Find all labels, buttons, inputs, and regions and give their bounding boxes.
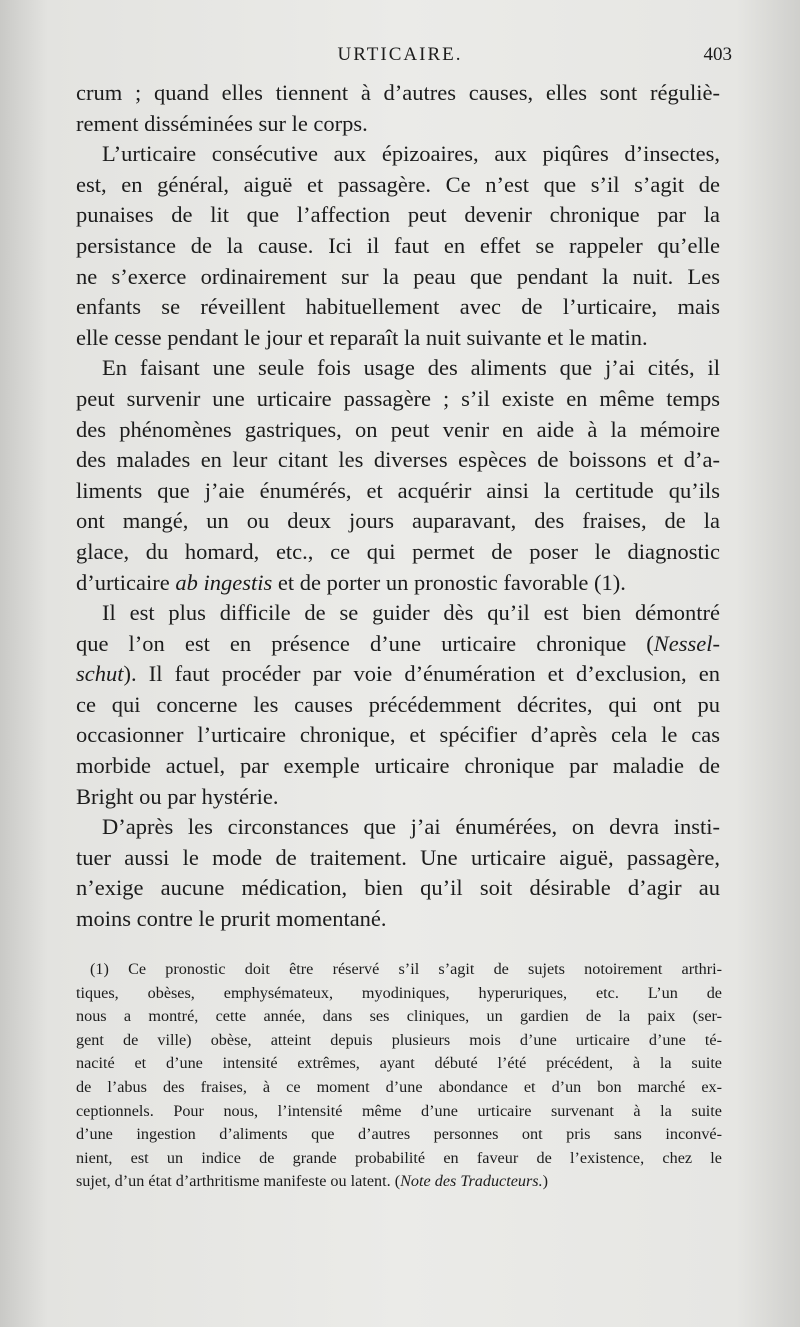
text-line bbox=[76, 629, 720, 660]
footnote-line: nous a montré, cette année, dans ses cliniques, un gardien de la paix (ser- bbox=[76, 1007, 722, 1026]
text-line: morbide actuel, par exemple urticaire chronique par maladie de bbox=[76, 753, 720, 779]
italic-term: ab ingestis bbox=[175, 569, 273, 595]
footnote-line: de l’abus des fraises, à ce moment d’une abondance et d’un bon marché ex- bbox=[76, 1077, 722, 1096]
paragraph-first-line: En faisant une seule fois usage des aliments que j’ai cités, il bbox=[102, 355, 720, 381]
footnote-line: nacité et d’une intensité extrêmes, ayant débuté l’été précédent, à la suite bbox=[76, 1054, 722, 1073]
text-line: glace, du homard, etc., ce qui permet de poser le diagnostic bbox=[76, 538, 720, 564]
text-segment: et de porter un pronostic favorable (1). bbox=[272, 569, 626, 595]
text-line bbox=[76, 659, 720, 690]
footnote-line: ceptionnels. Pour nous, l’intensité même d’une urticaire survenant à la suite bbox=[76, 1101, 722, 1120]
text-segment: sujet, d’un état d’arthritisme manifeste ou latent. ( bbox=[76, 1172, 401, 1191]
footnote-line: tiques, obèses, emphysémateux, myodiniques, hyperuriques, etc. L’un de bbox=[76, 983, 722, 1002]
footnote-line: (1) Ce pronostic doit être réservé s’il s’agit de sujets notoirement arthri- bbox=[90, 960, 722, 978]
text-line: Bright ou par hystérie. bbox=[76, 783, 279, 809]
footnote-line: gent de ville) obèse, atteint depuis plusieurs mois d’une urticaire d’une té- bbox=[76, 1030, 722, 1049]
text-line: occasionner l’urticaire chronique, et spécifier d’après cela le cas bbox=[76, 722, 720, 748]
text-line: peut survenir une urticaire passagère ; s’il existe en même temps bbox=[76, 385, 720, 411]
running-title: URTICAIRE. bbox=[337, 44, 463, 65]
text-line: punaises de lit que l’affection peut devenir chronique par la bbox=[76, 202, 720, 228]
body-text bbox=[76, 78, 720, 935]
text-segment: que l’on est en présence d’une urticaire chronique ( bbox=[76, 630, 654, 656]
footnote bbox=[76, 958, 722, 1194]
text-line: des malades en leur citant les diverses espèces de boissons et d’a- bbox=[76, 447, 720, 473]
text-segment: d’urticaire bbox=[76, 569, 176, 595]
text-line: des phénomènes gastriques, on peut venir en aide à la mémoire bbox=[76, 416, 720, 442]
paragraph-first-line: L’urticaire consécutive aux épizoaires, aux piqûres d’insectes, bbox=[102, 141, 720, 167]
italic-term: Nessel- bbox=[653, 630, 720, 656]
text-line: elle cesse pendant le jour et reparaît la nuit suivante et le matin. bbox=[76, 324, 648, 350]
text-line: ne s’exerce ordinairement sur la peau que pendant la nuit. Les bbox=[76, 263, 720, 289]
text-line: persistance de la cause. Ici il faut en effet se rappeler qu’elle bbox=[76, 232, 720, 258]
text-line: n’exige aucune médication, bien qu’il soit désirable d’agir au bbox=[76, 875, 720, 901]
text-line: enfants se réveillent habituellement avec de l’urticaire, mais bbox=[76, 294, 720, 320]
footnote-line bbox=[76, 1170, 722, 1194]
text-line: est, en général, aiguë et passagère. Ce n’est que s’il s’agit de bbox=[76, 171, 720, 197]
text-segment: ). Il faut procéder par voie d’énumération et d’exclusion, en bbox=[123, 661, 720, 687]
paragraph-first-line: D’après les circonstances que j’ai énumérées, on devra insti- bbox=[102, 814, 720, 840]
paragraph-first-line: Il est plus difficile de se guider dès qu’il est bien démontré bbox=[102, 600, 720, 626]
text-line: tuer aussi le mode de traitement. Une urticaire aiguë, passagère, bbox=[76, 844, 720, 870]
page-header bbox=[0, 44, 800, 74]
footnote-line: nient, est un indice de grande probabilité en faveur de l’existence, chez le bbox=[76, 1148, 722, 1167]
text-line: liments que j’aie énumérés, et acquérir ainsi la certitude qu’ils bbox=[76, 477, 720, 503]
text-line: crum ; quand elles tiennent à d’autres causes, elles sont réguliè- bbox=[76, 80, 720, 105]
text-line: rement disséminées sur le corps. bbox=[76, 110, 368, 136]
italic-attribution: Note des Traducteurs. bbox=[400, 1172, 543, 1191]
page-number: 403 bbox=[703, 44, 732, 65]
text-line bbox=[76, 568, 720, 599]
footnote-line: d’une ingestion d’aliments que d’autres personnes ont pris sans inconvé- bbox=[76, 1125, 722, 1144]
text-line: moins contre le prurit momentané. bbox=[76, 906, 387, 932]
italic-term: schut bbox=[76, 661, 124, 687]
text-line: ce qui concerne les causes précédemment décrites, qui ont pu bbox=[76, 691, 720, 717]
text-line: ont mangé, un ou deux jours auparavant, des fraises, de la bbox=[76, 508, 720, 534]
text-segment: ) bbox=[542, 1172, 549, 1191]
